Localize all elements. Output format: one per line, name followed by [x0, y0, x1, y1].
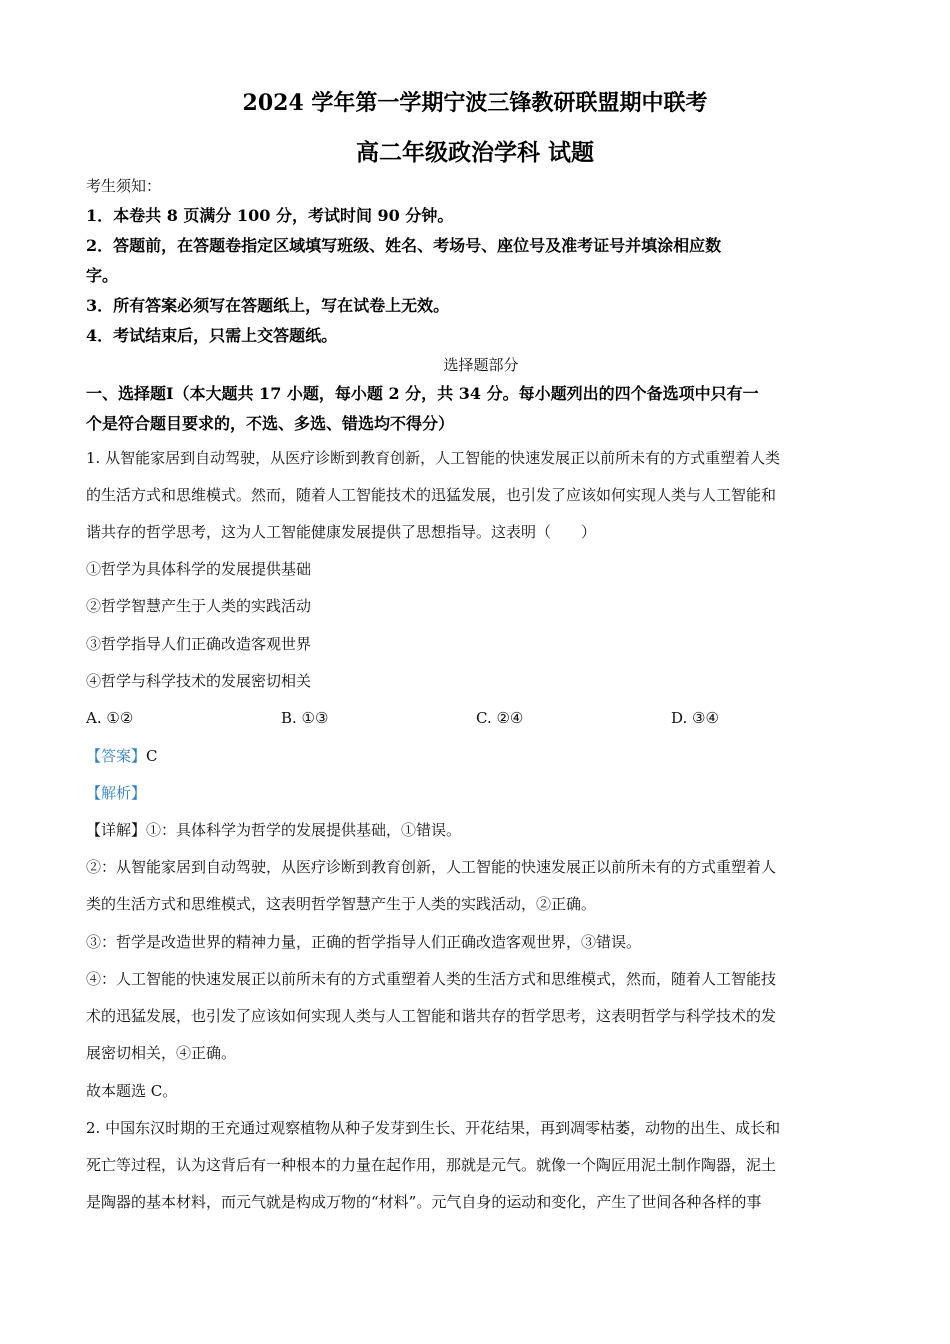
q1-option-b: B. ①③	[281, 709, 329, 727]
q2-stem-line-3: 是陶器的基本材料，而元气就是构成万物的“材料”。元气自身的运动和变化，产生了世间各种各样的事	[86, 1193, 762, 1211]
answer-value: C	[146, 747, 158, 765]
q1-option-d: D. ③④	[671, 709, 719, 727]
section-title: 选择题部分	[443, 356, 519, 374]
q1-detail-2: ②：从智能家居到自动驾驶，从医疗诊断到教育创新，人工智能的快速发展正以前所未有的方式重塑着人	[86, 858, 777, 876]
q1-detail-3: ③：哲学是改造世界的精神力量，正确的哲学指导人们正确改造客观世界，③错误。	[86, 933, 642, 951]
notice-item-2: 2．答题前，在答题卷指定区域填写班级、姓名、考场号、座位号及准考证号并填涂相应数	[86, 236, 722, 255]
notice-item-3: 3．所有答案必须写在答题纸上，写在试卷上无效。	[86, 296, 450, 315]
section-heading: 一、选择题I（本大题共 17 小题，每小题 2 分，共 34 分。每小题列出的四个备选项中只有一	[86, 384, 759, 403]
notice-item-1: 1．本卷共 8 页满分 100 分，考试时间 90 分钟。	[86, 206, 454, 225]
q1-option-a: A. ①②	[86, 709, 134, 727]
q1-option-c: C. ②④	[476, 709, 524, 727]
q1-stem-line-2: 的生活方式和思维模式。然而，随着人工智能技术的迅猛发展，也引发了应该如何实现人类与人工智能和	[86, 486, 777, 504]
notice-item-4: 4．考试结束后，只需上交答题纸。	[86, 326, 338, 345]
q1-stem-line-3: 谐共存的哲学思考，这为人工智能健康发展提供了思想指导。这表明（ ）	[86, 523, 597, 541]
answer-tag: 【答案】	[86, 747, 147, 765]
q1-statement-1: ①哲学为具体科学的发展提供基础	[86, 560, 312, 578]
q1-conclusion: 故本题选 C。	[86, 1082, 178, 1100]
exam-title: 2024 学年第一学期宁波三锋教研联盟期中联考	[242, 90, 708, 116]
q1-detail-4-end: 展密切相关，④正确。	[86, 1044, 237, 1062]
q1-stem: 1. 从智能家居到自动驾驶，从医疗诊断到教育创新，人工智能的快速发展正以前所未有的方式重塑着人类	[86, 449, 781, 467]
q1-detail-4-cont: 术的迅猛发展，也引发了应该如何实现人类与人工智能和谐共存的哲学思考，这表明哲学与科学技术的发	[86, 1007, 777, 1025]
q1-answer	[86, 746, 876, 766]
q2-stem: 2. 中国东汉时期的王充通过观察植物从种子发芽到生长、开花结果，再到凋零枯萎，动物的出生、成长和	[86, 1119, 781, 1137]
q2-stem-line-2: 死亡等过程，认为这背后有一种根本的力量在起作用，那就是元气。就像一个陶匠用泥土制作陶器，泥土	[86, 1156, 777, 1174]
q1-detail-4: ④：人工智能的快速发展正以前所未有的方式重塑着人类的生活方式和思维模式，然而，随着人工智能技	[86, 970, 777, 988]
q1-statement-4: ④哲学与科学技术的发展密切相关	[86, 672, 312, 690]
q1-detail-1: 【详解】①：具体科学为哲学的发展提供基础，①错误。	[86, 821, 462, 839]
q1-statement-2: ②哲学智慧产生于人类的实践活动	[86, 597, 312, 615]
q1-detail-2-cont: 类的生活方式和思维模式，这表明哲学智慧产生于人类的实践活动，②正确。	[86, 895, 597, 913]
notice-heading: 考生须知：	[86, 177, 162, 195]
analysis-tag: 【解析】	[86, 784, 147, 802]
q1-statement-3: ③哲学指导人们正确改造客观世界	[86, 635, 312, 653]
section-heading-cont: 个是符合题目要求的，不选、多选、错选均不得分）	[86, 414, 455, 433]
notice-item-2-cont: 字。	[86, 266, 119, 285]
exam-subtitle: 高二年级政治学科 试题	[355, 139, 594, 166]
